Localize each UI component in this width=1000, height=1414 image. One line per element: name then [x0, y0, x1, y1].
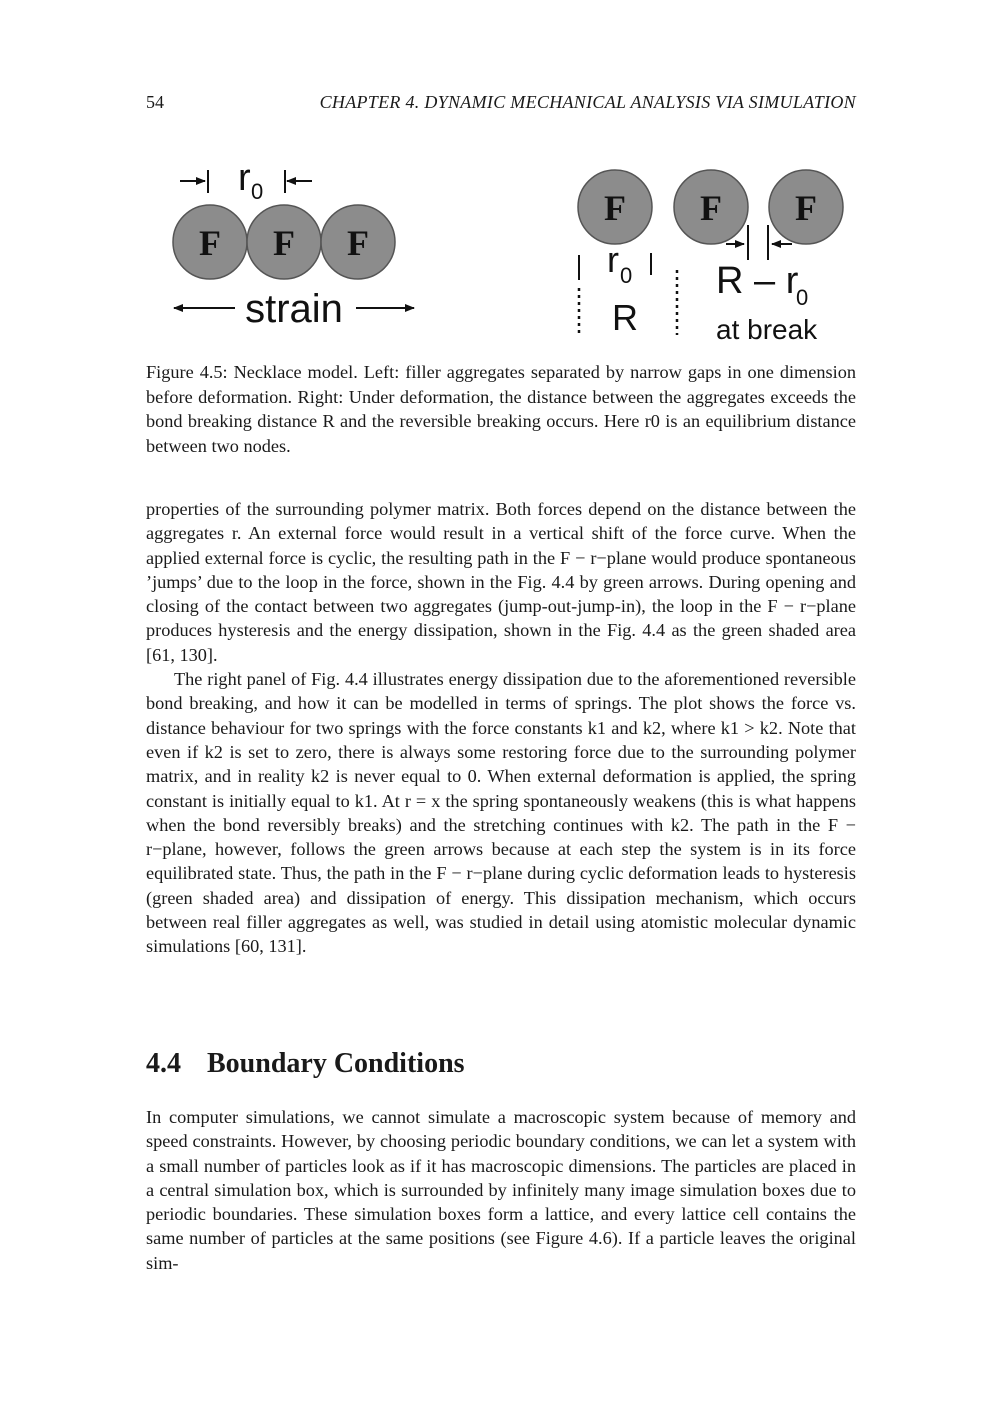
R-label: R — [612, 297, 638, 338]
caption-text: Necklace model. Left: filler aggregates separated by narrow gaps in one dimension before deformation. Right: Under deformation, the distance between the aggregates exceeds the bond breaking distance R and the reversible breaking occurs. Here r0 is an equilibrium distance between two nodes. — [146, 362, 856, 456]
body-block-2 — [146, 1105, 856, 1275]
node-right-1 — [578, 170, 652, 244]
node-label: F — [700, 188, 722, 228]
node-label: F — [795, 188, 817, 228]
section-title: Boundary Conditions — [207, 1048, 465, 1079]
node-left-3 — [321, 205, 395, 279]
caption-label: Figure 4.5: — [146, 362, 228, 382]
r0-subscript: 0 — [251, 179, 264, 204]
paragraph: The right panel of Fig. 4.4 illustrates energy dissipation due to the aforementioned reversible bond breaking, and how it can be modelled in terms of springs. The plot shows the force vs. distance behaviour for two springs with the force constants k1 and k2, where k1 > k2. Note that even if k2 is set to zero, there is always some restoring force due to the surrounding polymer matrix, and in reality k2 is never equal to 0. When external deformation is applied, the spring constant is initially equal to k1. At r = x the spring spontaneously weakens (this is what happens when the bond reversibly breaks) and the stretching continues with k2. The path in the F − r−plane, however, follows the green arrows because at each step the system is in its force equilibrated state. Thus, the path in the F − r−plane during cyclic deformation leads to hysteresis (green shaded area) and dissipation of energy. This dissipation mechanism, which occurs between real filler aggregates as well, was studied in detail using atomistic molecular dynamic simulations [60, 131]. — [146, 669, 856, 957]
right-panel — [578, 170, 843, 345]
necklace-model-figure — [0, 150, 1000, 355]
paragraph: In computer simulations, we cannot simulate a macroscopic system because of memory and speed constraints. However, by choosing periodic boundary conditions, we can let a system with a small number of particles look as if it has macroscopic dimensions. The particles are placed in a central simulation box, which is surrounded by infinitely many image simulation boxes due to periodic boundaries. These simulation boxes form a lattice, and every lattice cell contains the same number of particles at the same positions (see Figure 4.6). If a particle leaves the original sim- — [146, 1107, 856, 1273]
left-panel — [173, 157, 414, 331]
section-number: 4.4 — [146, 1048, 181, 1079]
r0-subscript-right: 0 — [620, 263, 633, 288]
page-number: 54 — [146, 92, 164, 112]
r0-label: r — [238, 157, 251, 199]
r0-label-right: r — [607, 239, 619, 280]
body-block-1 — [146, 497, 856, 959]
node-right-2 — [674, 170, 748, 244]
figure-caption — [146, 360, 856, 458]
node-right-3 — [769, 170, 843, 244]
node-label: F — [273, 223, 295, 263]
node-label: F — [199, 223, 221, 263]
node-label: F — [347, 223, 369, 263]
section-heading — [146, 1048, 465, 1080]
R-minus-r0-subscript: 0 — [796, 285, 809, 310]
paragraph: properties of the surrounding polymer matrix. Both forces depend on the distance between the aggregates r. An external force would result in a vertical shift of the force curve. When the applied external force is cyclic, the resulting path in the F − r−plane would produce spontaneous ’jumps’ due to the loop in the force, shown in the Fig. 4.4 by green arrows. During opening and closing of the contact between two aggregates (jump-out-jump-in), the loop in the F − r−plane produces hysteresis and the energy dissipation, shown in the Fig. 4.4 as the green shaded area [61, 130]. — [146, 499, 856, 665]
running-chapter-title: CHAPTER 4. DYNAMIC MECHANICAL ANALYSIS VIA SIMULATION — [319, 92, 856, 112]
at-break-label: at break — [716, 314, 818, 345]
node-left-1 — [173, 205, 247, 279]
node-label: F — [604, 188, 626, 228]
R-minus-r0-label: R – r — [716, 260, 799, 302]
strain-label: strain — [245, 287, 343, 331]
node-left-2 — [247, 205, 321, 279]
